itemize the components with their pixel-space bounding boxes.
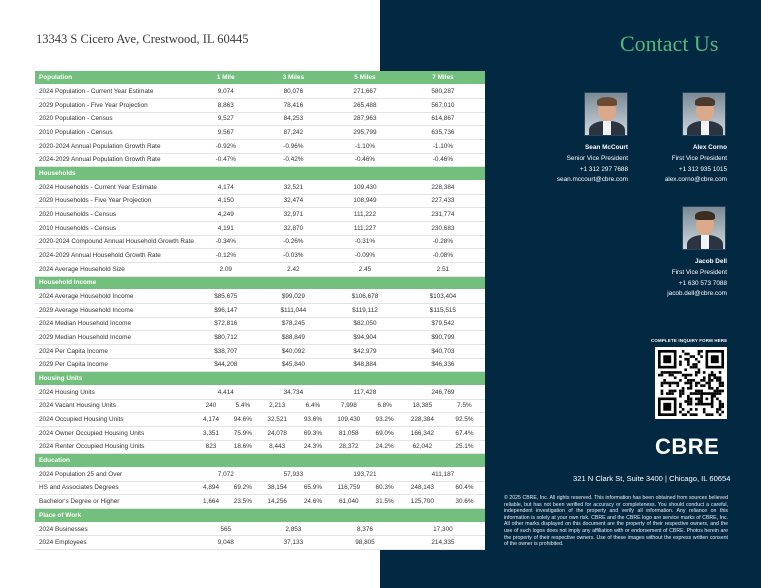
cell-value: 57,933 (258, 467, 330, 481)
cell-percent: 65.9% (297, 481, 329, 495)
row-label: 2010 Population - Census (35, 126, 194, 140)
row-label: 2024 Businesses (35, 522, 194, 536)
cell-value: 4,249 (194, 208, 258, 222)
cell-value: 109,430 (329, 413, 368, 427)
cell-value: $99,029 (258, 290, 330, 304)
cell-value: -0.12% (194, 249, 258, 263)
row-label: 2029 Median Household Income (35, 331, 194, 345)
agent-email[interactable]: alex.corno@cbre.com (664, 176, 727, 184)
cell-percent: 24.6% (297, 495, 329, 509)
row-label: 2024 Vacant Housing Units (35, 399, 194, 413)
section-header: Household Income (35, 276, 485, 290)
row-label: 2024 Employees (35, 536, 194, 550)
cell-value: 295,799 (329, 126, 401, 140)
cell-percent: 24.3% (297, 440, 329, 454)
cell-value: 4,894 (194, 481, 228, 495)
cell-value: 18,385 (401, 399, 444, 413)
cell-value: 7,072 (194, 467, 258, 481)
cell-value: 9,074 (194, 85, 258, 99)
agent-title: Senior Vice President (566, 154, 628, 162)
cell-value: 4,150 (194, 194, 258, 208)
row-label: 2024 Average Household Income (35, 290, 194, 304)
demographics-table (35, 71, 485, 550)
table-row (35, 495, 485, 509)
cell-value: 265,488 (329, 98, 401, 112)
table-row (35, 344, 485, 358)
row-label: 2024 Average Household Size (35, 262, 194, 276)
cell-value: 37,133 (258, 536, 330, 550)
table-row (35, 481, 485, 495)
agent-photo-sean (584, 92, 628, 136)
cell-value: 1,664 (194, 495, 228, 509)
cell-value: 2.51 (401, 262, 485, 276)
cell-percent: 25.1% (444, 440, 485, 454)
cell-value: $40,703 (401, 344, 485, 358)
cell-value: 230,683 (401, 221, 485, 235)
table-row (35, 536, 485, 550)
cell-value: 109,430 (329, 180, 401, 194)
cell-value: $85,675 (194, 290, 258, 304)
cell-value: -1.10% (329, 139, 401, 153)
cell-percent: 60.4% (444, 481, 485, 495)
cell-value: -0.26% (258, 235, 330, 249)
row-label: 2024 Median Household Income (35, 317, 194, 331)
qr-label: COMPLETE INQUIRY FORM HERE (651, 338, 728, 343)
table-row (35, 426, 485, 440)
cell-value: 823 (194, 440, 228, 454)
cell-value: 228,384 (401, 180, 485, 194)
row-label: 2024 Households - Current Year Estimate (35, 180, 194, 194)
cell-value: 228,384 (401, 413, 444, 427)
cell-percent: 7.5% (444, 399, 485, 413)
cell-value: 214,335 (401, 536, 485, 550)
cell-value: 32,521 (258, 413, 297, 427)
cell-value: $40,092 (258, 344, 330, 358)
cell-value: -0.03% (258, 249, 330, 263)
agent-photo-alex (682, 92, 726, 136)
cell-percent: 69.0% (368, 426, 400, 440)
row-label: 2024 Population 25 and Over (35, 467, 194, 481)
table-row (35, 98, 485, 112)
table-row (35, 180, 485, 194)
cell-value: 614,867 (401, 112, 485, 126)
contact-title: Contact Us (620, 31, 719, 56)
cell-percent: 30.6% (444, 495, 485, 509)
cell-value: 4,414 (194, 385, 258, 399)
row-label: 2024 Housing Units (35, 385, 194, 399)
cell-percent: 93.2% (368, 413, 400, 427)
table-row (35, 303, 485, 317)
cell-value: -0.46% (401, 153, 485, 167)
table-row (35, 290, 485, 304)
table-row (35, 262, 485, 276)
cell-value: $106,678 (329, 290, 401, 304)
row-label: 2024 Renter Occupied Housing Units (35, 440, 194, 454)
cell-value: $45,840 (258, 358, 330, 372)
table-row (35, 194, 485, 208)
column-header: 7 Miles (401, 71, 485, 85)
cell-value: -1.10% (401, 139, 485, 153)
cell-percent: 93.6% (297, 413, 329, 427)
cell-value: -0.47% (194, 153, 258, 167)
cell-value: 271,667 (329, 85, 401, 99)
legal-disclaimer: © 2025 CBRE, Inc. All rights reserved. This information has been obtained from sources believed reliable, but has not been verified for accuracy or completeness. You should conduct a careful, independent investigation of the property and verify all information. Any reliance on this information is solely at your own risk. CBRE and the CBRE logo are service marks of CBRE, Inc. All other marks displayed on this document are the property of their respective owners, and the use of such logos does not imply any affiliation with or endorsement of CBRE. Photos herein are the property of their respective owners. Use of these images without the express written consent of the owner is prohibited. (504, 495, 728, 548)
section-header: Households (35, 167, 485, 181)
cell-value: 4,174 (194, 180, 258, 194)
cell-value: 32,971 (258, 208, 330, 222)
cell-value: 580,287 (401, 85, 485, 99)
section-header-row (35, 276, 485, 290)
section-header: Population (35, 71, 194, 85)
cell-value: 81,058 (329, 426, 368, 440)
cell-value: $79,542 (401, 317, 485, 331)
cell-value: 8,376 (329, 522, 401, 536)
row-label: 2024 Owner Occupied Housing Units (35, 426, 194, 440)
cell-value: 246,769 (401, 385, 485, 399)
cell-value: 32,521 (258, 180, 330, 194)
cell-value: $80,712 (194, 331, 258, 345)
office-address: 321 N Clark St, Suite 3400 | Chicago, IL 60654 (573, 474, 731, 483)
cell-value: 32,474 (258, 194, 330, 208)
agent-name: Alex Corno (692, 144, 727, 151)
table-row (35, 467, 485, 481)
cell-value: 80,076 (258, 85, 330, 99)
cell-value: 9,048 (194, 536, 258, 550)
agent-card-alex (665, 143, 727, 186)
section-header-row (35, 509, 485, 523)
cell-percent: 31.5% (368, 495, 400, 509)
cell-value: 78,416 (258, 98, 330, 112)
column-header: 1 Mile (194, 71, 258, 85)
cell-value: $88,849 (258, 331, 330, 345)
cell-value: 61,040 (329, 495, 368, 509)
cell-value: 567,010 (401, 98, 485, 112)
property-address: 13343 S Cicero Ave, Crestwood, IL 60445 (36, 32, 249, 46)
agent-name: Jacob Dell (695, 258, 727, 265)
cell-value: 117,428 (329, 385, 401, 399)
cell-value: 32,870 (258, 221, 330, 235)
section-header-row (35, 454, 485, 468)
row-label: 2010 Households - Census (35, 221, 194, 235)
table-row (35, 85, 485, 99)
row-label: Bachelor's Degree or Higher (35, 495, 194, 509)
cell-value: $111,044 (258, 303, 330, 317)
cell-percent: 75.9% (228, 426, 258, 440)
table-row (35, 399, 485, 413)
cell-value: 231,774 (401, 208, 485, 222)
row-label: 2024-2029 Annual Population Growth Rate (35, 153, 194, 167)
row-label: 2024 Occupied Housing Units (35, 413, 194, 427)
agent-card-jacob (667, 257, 727, 300)
row-label: 2024 Per Capita Income (35, 344, 194, 358)
cell-percent: 60.3% (368, 481, 400, 495)
cell-value: $119,112 (329, 303, 401, 317)
cell-value: 2,853 (258, 522, 330, 536)
section-header-row (35, 372, 485, 386)
cell-value: -0.09% (329, 249, 401, 263)
cell-value: $103,404 (401, 290, 485, 304)
cell-value: 9,567 (194, 126, 258, 140)
agent-name: Sean McCourt (585, 144, 628, 151)
cell-value: 28,372 (329, 440, 368, 454)
cell-value: 7,998 (329, 399, 368, 413)
cell-value: $46,336 (401, 358, 485, 372)
row-label: 2029 Households - Five Year Projection (35, 194, 194, 208)
table-row (35, 221, 485, 235)
cell-value: 84,253 (258, 112, 330, 126)
cell-percent: 23.5% (228, 495, 258, 509)
cell-value: -0.28% (401, 235, 485, 249)
column-header: 5 Miles (329, 71, 401, 85)
cbre-logo: CBRE (655, 434, 720, 459)
agent-photo-jacob (682, 206, 726, 250)
cell-value: 635,736 (401, 126, 485, 140)
table-row (35, 235, 485, 249)
cell-value: 3,351 (194, 426, 228, 440)
table-row (35, 331, 485, 345)
inquiry-qr-code[interactable] (655, 347, 727, 419)
cell-value: $94,904 (329, 331, 401, 345)
agent-email[interactable]: jacob.dell@cbre.com (667, 290, 727, 298)
cell-value: $44,208 (194, 358, 258, 372)
agent-title: First Vice President (671, 268, 727, 276)
cell-value: 62,042 (401, 440, 444, 454)
table-row (35, 249, 485, 263)
cell-percent: 24.2% (368, 440, 400, 454)
row-label: 2020 Households - Census (35, 208, 194, 222)
cell-value: 565 (194, 522, 258, 536)
row-label: 2029 Population - Five Year Projection (35, 98, 194, 112)
cell-value: -0.46% (329, 153, 401, 167)
cell-value: $38,707 (194, 344, 258, 358)
cell-percent: 67.4% (444, 426, 485, 440)
table-row (35, 440, 485, 454)
cell-value: 87,242 (258, 126, 330, 140)
agent-phone[interactable]: +1 630 573 7088 (678, 279, 727, 287)
row-label: 2020 Population - Census (35, 112, 194, 126)
cell-value: $115,515 (401, 303, 485, 317)
table-row (35, 208, 485, 222)
cell-value: 111,227 (329, 221, 401, 235)
table-header-row (35, 71, 485, 85)
cell-value: 111,222 (329, 208, 401, 222)
cell-value: $82,050 (329, 317, 401, 331)
cell-value: 2.42 (258, 262, 330, 276)
cell-value: 4,191 (194, 221, 258, 235)
cell-value: 2,213 (258, 399, 297, 413)
table-row (35, 522, 485, 536)
agent-email[interactable]: sean.mccourt@cbre.com (556, 176, 628, 184)
table-row (35, 317, 485, 331)
agent-phone[interactable]: +1 312 297 7688 (579, 165, 628, 173)
cell-value: 8,443 (258, 440, 297, 454)
section-header: Housing Units (35, 372, 485, 386)
agent-title: First Vice President (671, 154, 727, 162)
cell-value: 411,187 (401, 467, 485, 481)
section-header: Education (35, 454, 485, 468)
row-label: HS and Associates Degrees (35, 481, 194, 495)
row-label: 2024-2029 Annual Household Growth Rate (35, 249, 194, 263)
table-row (35, 413, 485, 427)
cell-value: 227,433 (401, 194, 485, 208)
cell-value: 193,721 (329, 467, 401, 481)
cell-value: 125,700 (401, 495, 444, 509)
cell-percent: 5.4% (228, 399, 258, 413)
section-header: Place of Work (35, 509, 485, 523)
section-header-row (35, 167, 485, 181)
agent-card-sean (557, 143, 628, 186)
cell-value: $42,979 (329, 344, 401, 358)
cell-value: 24,078 (258, 426, 297, 440)
cell-value: 116,759 (329, 481, 368, 495)
cell-percent: 92.5% (444, 413, 485, 427)
cell-value: $90,799 (401, 331, 485, 345)
cell-value: $48,884 (329, 358, 401, 372)
cell-value: 9,527 (194, 112, 258, 126)
table-row (35, 385, 485, 399)
cell-value: $78,245 (258, 317, 330, 331)
cell-value: 240 (194, 399, 228, 413)
cell-value: -0.08% (401, 249, 485, 263)
cell-value: 98,805 (329, 536, 401, 550)
cell-value: -0.92% (194, 139, 258, 153)
cell-value: 248,143 (401, 481, 444, 495)
cell-value: 108,949 (329, 194, 401, 208)
cell-value: 166,342 (401, 426, 444, 440)
cell-value: -0.31% (329, 235, 401, 249)
row-label: 2020-2024 Compound Annual Household Growth Rate (35, 235, 194, 249)
column-header: 3 Miles (258, 71, 330, 85)
table-row (35, 153, 485, 167)
cell-value: $72,816 (194, 317, 258, 331)
row-label: 2029 Per Capita Income (35, 358, 194, 372)
row-label: 2029 Average Household Income (35, 303, 194, 317)
cell-value: -0.96% (258, 139, 330, 153)
cell-value: 8,863 (194, 98, 258, 112)
table-row (35, 358, 485, 372)
cell-percent: 69.3% (297, 426, 329, 440)
row-label: 2024 Population - Current Year Estimate (35, 85, 194, 99)
cell-value: 2.45 (329, 262, 401, 276)
cell-value: 14,256 (258, 495, 297, 509)
table-row (35, 126, 485, 140)
cell-value: -0.34% (194, 235, 258, 249)
cell-value: 38,154 (258, 481, 297, 495)
cell-value: 2.09 (194, 262, 258, 276)
cell-value: 34,734 (258, 385, 330, 399)
cell-value: -0.42% (258, 153, 330, 167)
qr-code-icon (658, 350, 724, 416)
cell-percent: 6.8% (368, 399, 400, 413)
cell-percent: 69.2% (228, 481, 258, 495)
row-label: 2020-2024 Annual Population Growth Rate (35, 139, 194, 153)
cell-value: $96,147 (194, 303, 258, 317)
cell-value: 4,174 (194, 413, 228, 427)
agent-phone[interactable]: +1 312 935 1015 (678, 165, 727, 173)
table-row (35, 112, 485, 126)
cell-percent: 6.4% (297, 399, 329, 413)
cell-value: 17,300 (401, 522, 485, 536)
cell-value: 287,963 (329, 112, 401, 126)
cell-percent: 18.6% (228, 440, 258, 454)
table-row (35, 139, 485, 153)
cell-percent: 94.6% (228, 413, 258, 427)
